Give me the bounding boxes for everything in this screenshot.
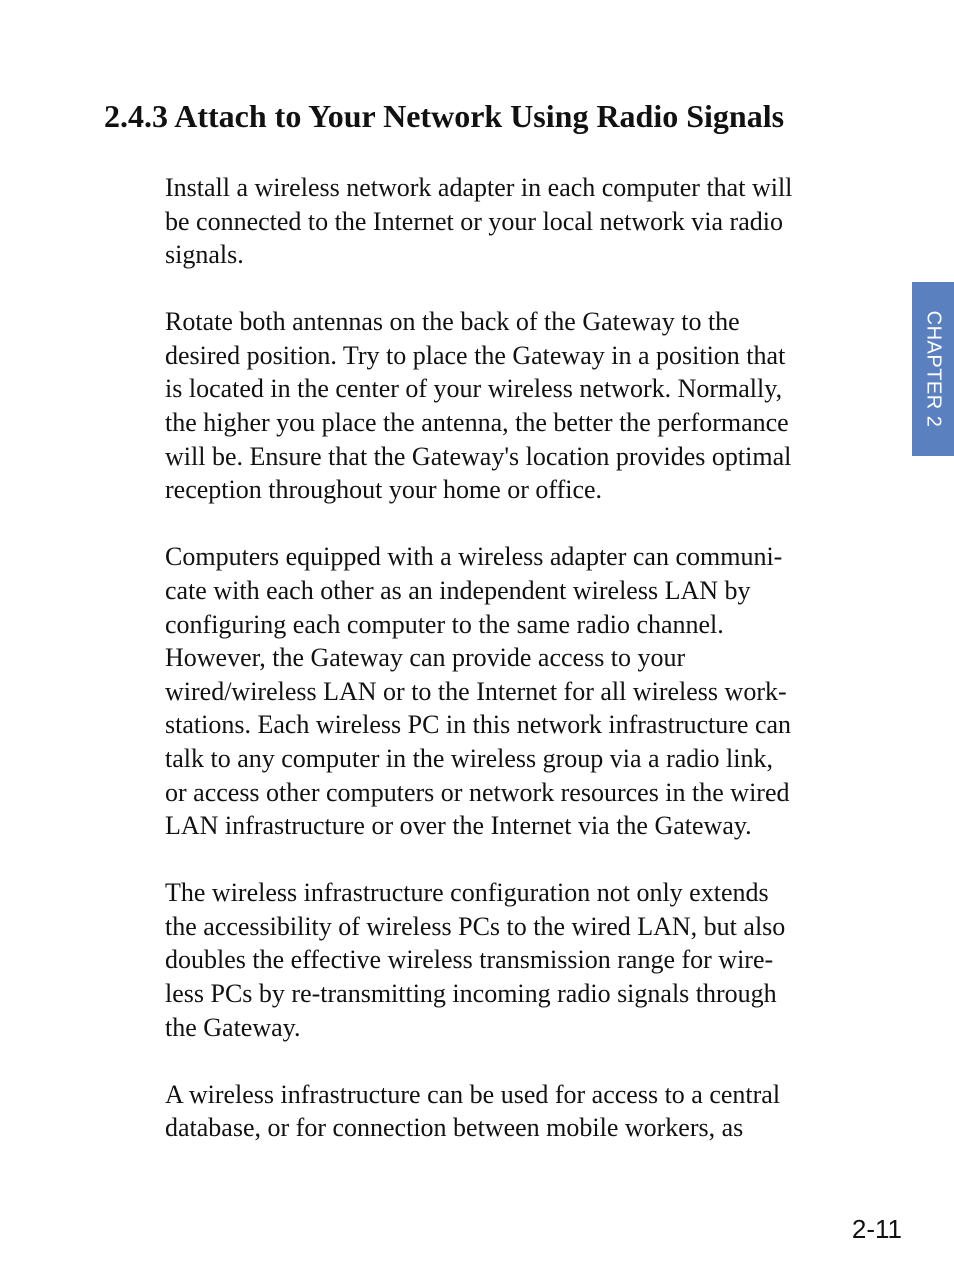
text-line: A wireless infrastructure can be used for access to a central — [165, 1079, 781, 1109]
text-line: the accessibility of wireless PCs to the wired LAN, but also — [165, 911, 786, 941]
paragraph-central-database — [165, 1078, 865, 1145]
text-line: cate with each other as an independent wireless LAN by — [165, 575, 751, 605]
paragraph-rotate-antennas — [165, 305, 865, 507]
page-number: 2-11 — [851, 1214, 902, 1244]
text-line: LAN infrastructure or over the Internet via the Gateway. — [165, 811, 752, 841]
text-line: However, the Gateway can provide access to your — [165, 643, 686, 673]
text-line: desired position. Try to place the Gateway in a position that — [165, 340, 786, 370]
text-line: Install a wireless network adapter in each computer that will — [165, 173, 793, 202]
text-line: be connected to the Internet or your local network via radio — [165, 206, 783, 236]
paragraph-wireless-lan — [165, 540, 865, 842]
text-line: will be. Ensure that the Gateway's location provides optimal — [165, 441, 792, 471]
text-line: is located in the center of your wireless network. Normally, — [165, 374, 783, 404]
text-line: wired/wireless LAN or to the Internet for all wireless work- — [165, 676, 787, 706]
body-text — [165, 171, 865, 1178]
chapter-tab-label: CHAPTER 2 — [922, 310, 945, 428]
text-line: or access other computers or network resources in the wired — [165, 777, 790, 807]
text-line: doubles the effective wireless transmission range for wire- — [165, 945, 774, 975]
paragraph-install-adapter — [165, 171, 865, 272]
text-line: database, or for connection between mobile workers, as — [165, 1113, 744, 1143]
text-line: talk to any computer in the wireless group via a radio link, — [165, 743, 773, 773]
text-line: Computers equipped with a wireless adapter can communi- — [165, 542, 783, 572]
text-line: the Gateway. — [165, 1012, 301, 1042]
text-line: stations. Each wireless PC in this network infrastructure can — [165, 710, 792, 740]
text-line: the higher you place the antenna, the better the performance — [165, 408, 789, 438]
chapter-tab — [912, 282, 954, 456]
text-line: The wireless infrastructure configuration not only extends — [165, 878, 769, 908]
paragraph-infrastructure-configuration — [165, 876, 865, 1044]
text-line: Rotate both antennas on the back of the Gateway to the — [165, 307, 740, 337]
text-line: less PCs by re-transmitting incoming radio signals through — [165, 978, 777, 1008]
text-line: signals. — [165, 240, 244, 270]
section-heading: 2.4.3 Attach to Your Network Using Radio Signals — [104, 98, 785, 134]
text-line: reception throughout your home or office. — [165, 475, 603, 505]
text-line: configuring each computer to the same radio channel. — [165, 609, 724, 639]
